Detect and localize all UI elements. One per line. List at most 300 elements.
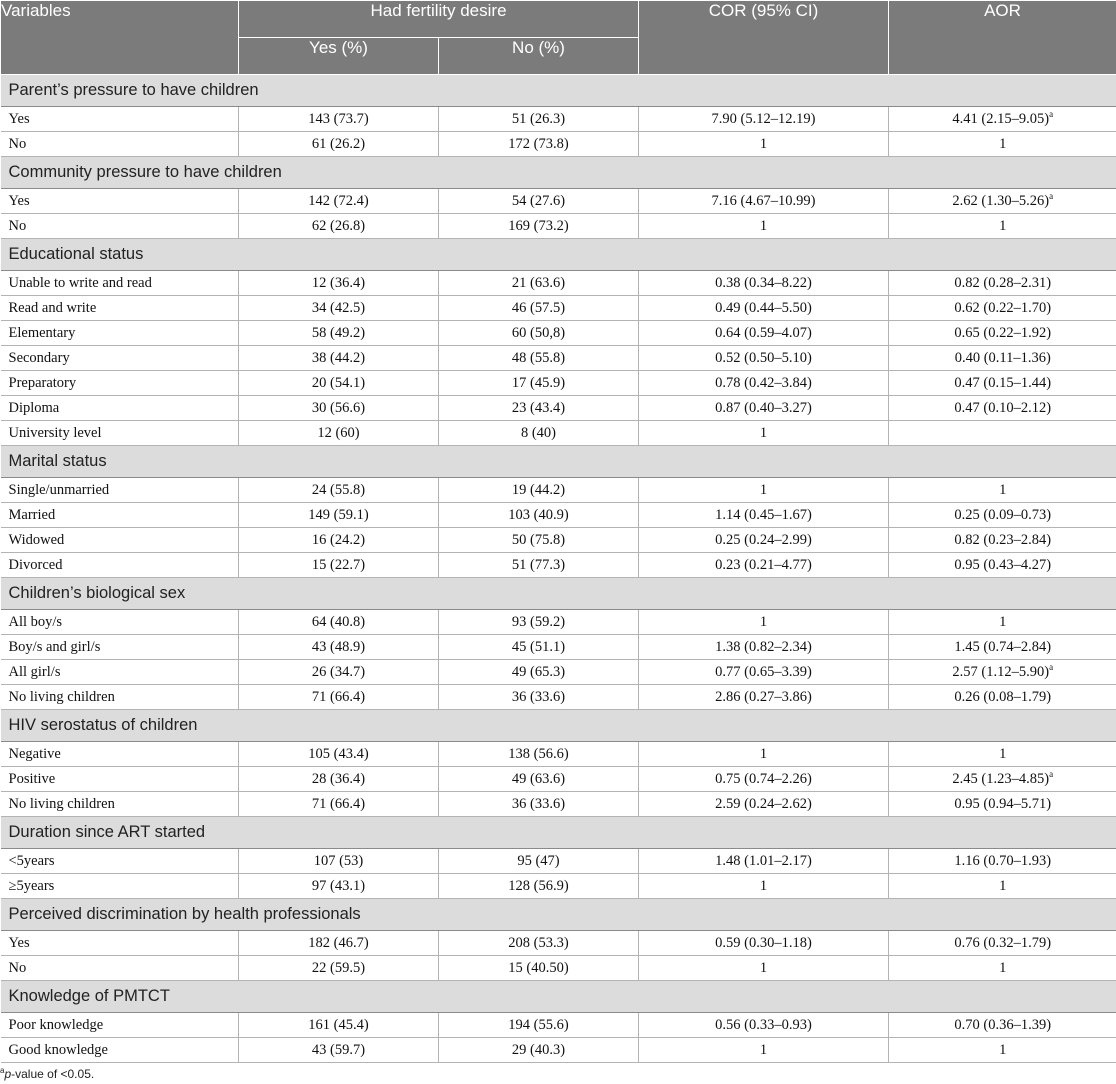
cell-cor bbox=[639, 1038, 889, 1063]
row-label-text: Elementary bbox=[8, 324, 76, 341]
footnote-text: -value of <0.05. bbox=[11, 1067, 95, 1081]
table-row bbox=[1, 214, 1116, 239]
cell-yes-text: 149 (59.1) bbox=[308, 506, 369, 523]
cell-yes-text: 107 (53) bbox=[313, 852, 364, 869]
row-label bbox=[1, 296, 239, 321]
table-row bbox=[1, 421, 1116, 446]
cell-cor-text: 1 bbox=[759, 481, 768, 498]
row-label-text: All boy/s bbox=[8, 613, 63, 630]
header-yes: Yes (%) bbox=[239, 38, 439, 75]
table-row bbox=[1, 528, 1116, 553]
cell-no bbox=[439, 553, 639, 578]
cell-aor bbox=[889, 792, 1116, 817]
cell-yes bbox=[239, 792, 439, 817]
section-title: Duration since ART started bbox=[1, 817, 1116, 849]
cell-aor bbox=[889, 296, 1116, 321]
cell-cor-text: 0.38 (0.34–8.22) bbox=[715, 274, 812, 291]
cell-aor-text: 1.16 (0.70–1.93) bbox=[954, 852, 1052, 869]
row-label-text: No bbox=[8, 135, 27, 152]
cell-aor bbox=[889, 503, 1116, 528]
cell-cor bbox=[639, 553, 889, 578]
row-label bbox=[1, 214, 239, 239]
table-row bbox=[1, 1013, 1116, 1038]
cell-no-text: 60 (50,8) bbox=[511, 324, 566, 341]
cell-aor-text: 4.41 (2.15–9.05) bbox=[952, 110, 1050, 127]
cell-yes bbox=[239, 610, 439, 635]
cell-no-text: 21 (63.6) bbox=[511, 274, 566, 291]
cell-yes-text: 71 (66.4) bbox=[311, 795, 366, 812]
cell-no bbox=[439, 189, 639, 214]
cell-no-text: 17 (45.9) bbox=[511, 374, 566, 391]
cell-cor-text: 1 bbox=[759, 1041, 768, 1058]
cell-cor bbox=[639, 792, 889, 817]
cell-cor-text: 2.59 (0.24–2.62) bbox=[715, 795, 812, 812]
section-header-row bbox=[1, 981, 1116, 1013]
cell-cor-text: 2.86 (0.27–3.86) bbox=[715, 688, 812, 705]
section-title: Marital status bbox=[1, 446, 1116, 478]
cell-cor bbox=[639, 931, 889, 956]
row-label bbox=[1, 189, 239, 214]
cell-yes bbox=[239, 132, 439, 157]
cell-yes-text: 16 (24.2) bbox=[311, 531, 366, 548]
cell-cor-text: 1 bbox=[759, 745, 768, 762]
cell-no-text: 49 (63.6) bbox=[511, 770, 566, 787]
cell-aor bbox=[889, 635, 1116, 660]
cell-aor bbox=[889, 767, 1116, 792]
cell-aor-text: 0.76 (0.32–1.79) bbox=[954, 934, 1052, 951]
section-title: Community pressure to have children bbox=[1, 157, 1116, 189]
cell-aor bbox=[889, 189, 1116, 214]
section-header-row bbox=[1, 75, 1116, 107]
table-row bbox=[1, 685, 1116, 710]
section-title: Knowledge of PMTCT bbox=[1, 981, 1116, 1013]
cell-aor bbox=[889, 271, 1116, 296]
row-label bbox=[1, 553, 239, 578]
cell-cor-text: 1.38 (0.82–2.34) bbox=[715, 638, 812, 655]
cell-yes-text: 64 (40.8) bbox=[311, 613, 366, 630]
significance-marker: a bbox=[1049, 661, 1054, 672]
row-label-text: Positive bbox=[8, 770, 56, 787]
row-label-text: No living children bbox=[8, 795, 115, 812]
table-row bbox=[1, 792, 1116, 817]
cell-yes-text: 97 (43.1) bbox=[311, 877, 366, 894]
cell-aor-text: 0.65 (0.22–1.92) bbox=[954, 324, 1052, 341]
cell-aor-text: 1 bbox=[999, 613, 1007, 630]
cell-yes bbox=[239, 1013, 439, 1038]
cell-aor bbox=[889, 396, 1116, 421]
cell-cor-text: 1.48 (1.01–2.17) bbox=[715, 852, 812, 869]
cell-no bbox=[439, 874, 639, 899]
cell-yes bbox=[239, 478, 439, 503]
section-header-row bbox=[1, 899, 1116, 931]
significance-marker: a bbox=[1049, 190, 1054, 201]
cell-no bbox=[439, 321, 639, 346]
cell-aor bbox=[889, 528, 1116, 553]
row-label-text: Widowed bbox=[8, 531, 65, 548]
cell-aor-text: 2.57 (1.12–5.90) bbox=[952, 663, 1050, 680]
row-label-text: No bbox=[8, 217, 27, 234]
cell-aor-text: 1 bbox=[999, 877, 1007, 894]
cell-cor-text: 0.25 (0.24–2.99) bbox=[715, 531, 812, 548]
cell-cor bbox=[639, 849, 889, 874]
cell-no-text: 172 (73.8) bbox=[508, 135, 569, 152]
row-label bbox=[1, 742, 239, 767]
cell-aor bbox=[889, 874, 1116, 899]
cell-yes-text: 24 (55.8) bbox=[311, 481, 366, 498]
row-label bbox=[1, 107, 239, 132]
cell-yes bbox=[239, 321, 439, 346]
cell-aor-text: 1.45 (0.74–2.84) bbox=[954, 638, 1052, 655]
cell-cor bbox=[639, 396, 889, 421]
row-label bbox=[1, 849, 239, 874]
row-label-text: Secondary bbox=[8, 349, 70, 366]
cell-yes-text: 143 (73.7) bbox=[308, 110, 369, 127]
table-row bbox=[1, 478, 1116, 503]
row-label-text: Unable to write and read bbox=[8, 274, 152, 291]
row-label-text: No living children bbox=[8, 688, 115, 705]
table-row bbox=[1, 132, 1116, 157]
cell-cor bbox=[639, 478, 889, 503]
row-label-text: All girl/s bbox=[8, 663, 61, 680]
row-label bbox=[1, 1038, 239, 1063]
row-label bbox=[1, 792, 239, 817]
cell-cor bbox=[639, 421, 889, 446]
cell-cor bbox=[639, 107, 889, 132]
cell-no-text: 48 (55.8) bbox=[511, 349, 566, 366]
cell-cor bbox=[639, 660, 889, 685]
cell-aor-text: 0.70 (0.36–1.39) bbox=[954, 1016, 1052, 1033]
section-title: HIV serostatus of children bbox=[1, 710, 1116, 742]
cell-aor-text: 0.47 (0.15–1.44) bbox=[954, 374, 1052, 391]
cell-yes-text: 182 (46.7) bbox=[308, 934, 369, 951]
table-row bbox=[1, 635, 1116, 660]
cell-aor bbox=[889, 742, 1116, 767]
cell-yes-text: 30 (56.6) bbox=[311, 399, 366, 416]
section-title: Perceived discrimination by health professionals bbox=[1, 899, 1116, 931]
cell-no bbox=[439, 478, 639, 503]
table-body bbox=[1, 75, 1116, 1063]
section-title: Children’s biological sex bbox=[1, 578, 1116, 610]
cell-no-text: 23 (43.4) bbox=[511, 399, 566, 416]
cell-yes-text: 161 (45.4) bbox=[308, 1016, 369, 1033]
cell-no-text: 95 (47) bbox=[517, 852, 560, 869]
cell-cor-text: 0.56 (0.33–0.93) bbox=[715, 1016, 812, 1033]
row-label bbox=[1, 956, 239, 981]
cell-cor bbox=[639, 610, 889, 635]
cell-no bbox=[439, 271, 639, 296]
row-label-text: Preparatory bbox=[8, 374, 77, 391]
cell-aor bbox=[889, 610, 1116, 635]
cell-no-text: 36 (33.6) bbox=[511, 688, 566, 705]
row-label bbox=[1, 1013, 239, 1038]
row-label bbox=[1, 767, 239, 792]
table-row bbox=[1, 742, 1116, 767]
row-label-text: Boy/s and girl/s bbox=[8, 638, 101, 655]
cell-no bbox=[439, 685, 639, 710]
cell-cor-text: 0.59 (0.30–1.18) bbox=[715, 934, 812, 951]
cell-yes-text: 61 (26.2) bbox=[311, 135, 366, 152]
cell-yes bbox=[239, 660, 439, 685]
cell-no-text: 45 (51.1) bbox=[511, 638, 566, 655]
cell-cor-text: 7.90 (5.12–12.19) bbox=[711, 110, 816, 127]
cell-cor bbox=[639, 767, 889, 792]
cell-aor-text: 1 bbox=[999, 135, 1007, 152]
cell-yes bbox=[239, 503, 439, 528]
cell-no bbox=[439, 107, 639, 132]
cell-yes bbox=[239, 685, 439, 710]
cell-no-text: 194 (55.6) bbox=[508, 1016, 569, 1033]
row-label-text: University level bbox=[8, 424, 102, 441]
cell-cor bbox=[639, 874, 889, 899]
cell-aor bbox=[889, 553, 1116, 578]
cell-yes-text: 58 (49.2) bbox=[311, 324, 366, 341]
cell-cor-text: 0.64 (0.59–4.07) bbox=[715, 324, 812, 341]
cell-yes-text: 26 (34.7) bbox=[311, 663, 366, 680]
cell-yes bbox=[239, 396, 439, 421]
cell-aor-text: 0.62 (0.22–1.70) bbox=[954, 299, 1052, 316]
row-label bbox=[1, 503, 239, 528]
table-row bbox=[1, 503, 1116, 528]
row-label bbox=[1, 685, 239, 710]
table-row bbox=[1, 371, 1116, 396]
section-header-row bbox=[1, 710, 1116, 742]
cell-aor bbox=[889, 478, 1116, 503]
cell-aor bbox=[889, 132, 1116, 157]
cell-cor bbox=[639, 1013, 889, 1038]
cell-yes bbox=[239, 849, 439, 874]
cell-yes bbox=[239, 553, 439, 578]
cell-no bbox=[439, 132, 639, 157]
cell-aor-text: 0.40 (0.11–1.36) bbox=[954, 349, 1051, 366]
cell-cor-text: 1 bbox=[759, 877, 768, 894]
row-label bbox=[1, 132, 239, 157]
footnote-p: p bbox=[4, 1067, 12, 1081]
cell-aor-text: 0.47 (0.10–2.12) bbox=[954, 399, 1052, 416]
cell-aor bbox=[889, 346, 1116, 371]
cell-no-text: 29 (40.3) bbox=[511, 1041, 566, 1058]
significance-marker: a bbox=[1049, 768, 1054, 779]
cell-cor bbox=[639, 321, 889, 346]
row-label bbox=[1, 635, 239, 660]
cell-yes-text: 34 (42.5) bbox=[311, 299, 366, 316]
table-row bbox=[1, 296, 1116, 321]
header-no: No (%) bbox=[439, 38, 639, 75]
cell-aor bbox=[889, 1013, 1116, 1038]
cell-yes bbox=[239, 421, 439, 446]
cell-no bbox=[439, 635, 639, 660]
cell-yes-text: 15 (22.7) bbox=[311, 556, 366, 573]
cell-no bbox=[439, 528, 639, 553]
cell-yes bbox=[239, 371, 439, 396]
cell-aor bbox=[889, 931, 1116, 956]
cell-aor-text: 1 bbox=[999, 217, 1007, 234]
cell-no-text: 46 (57.5) bbox=[511, 299, 566, 316]
cell-no bbox=[439, 346, 639, 371]
row-label-text: <5years bbox=[8, 852, 55, 869]
cell-cor bbox=[639, 346, 889, 371]
cell-yes-text: 62 (26.8) bbox=[311, 217, 366, 234]
cell-yes-text: 12 (36.4) bbox=[311, 274, 366, 291]
section-title: Parent’s pressure to have children bbox=[1, 75, 1116, 107]
table-row bbox=[1, 956, 1116, 981]
table-row bbox=[1, 396, 1116, 421]
cell-yes-text: 71 (66.4) bbox=[311, 688, 366, 705]
cell-aor-text: 1 bbox=[999, 481, 1007, 498]
cell-no bbox=[439, 1038, 639, 1063]
cell-yes-text: 43 (59.7) bbox=[311, 1041, 366, 1058]
footnote bbox=[0, 1067, 94, 1081]
cell-yes bbox=[239, 931, 439, 956]
section-header-row bbox=[1, 817, 1116, 849]
row-label-text: Read and write bbox=[8, 299, 97, 316]
cell-no bbox=[439, 396, 639, 421]
row-label-text: ≥5years bbox=[8, 877, 55, 894]
cell-no-text: 51 (77.3) bbox=[511, 556, 566, 573]
row-label bbox=[1, 321, 239, 346]
row-label bbox=[1, 610, 239, 635]
cell-cor bbox=[639, 742, 889, 767]
cell-no-text: 50 (75.8) bbox=[511, 531, 566, 548]
cell-cor-text: 0.75 (0.74–2.26) bbox=[715, 770, 812, 787]
cell-cor-text: 1 bbox=[759, 613, 768, 630]
header-row-top bbox=[1, 1, 1116, 38]
cell-yes-text: 28 (36.4) bbox=[311, 770, 366, 787]
section-header-row bbox=[1, 578, 1116, 610]
table-row bbox=[1, 321, 1116, 346]
cell-cor bbox=[639, 685, 889, 710]
cell-no bbox=[439, 956, 639, 981]
cell-aor bbox=[889, 685, 1116, 710]
cell-yes-text: 12 (60) bbox=[317, 424, 360, 441]
cell-no-text: 51 (26.3) bbox=[511, 110, 566, 127]
cell-yes-text: 38 (44.2) bbox=[311, 349, 366, 366]
cell-cor-text: 0.87 (0.40–3.27) bbox=[715, 399, 812, 416]
table-row bbox=[1, 610, 1116, 635]
cell-aor-text: 0.25 (0.09–0.73) bbox=[954, 506, 1052, 523]
cell-aor bbox=[889, 849, 1116, 874]
cell-yes bbox=[239, 189, 439, 214]
table-row bbox=[1, 271, 1116, 296]
cell-yes bbox=[239, 767, 439, 792]
table-row bbox=[1, 767, 1116, 792]
table-row bbox=[1, 849, 1116, 874]
footnote-mark: a bbox=[0, 1066, 5, 1075]
cell-no-text: 49 (65.3) bbox=[511, 663, 566, 680]
cell-cor bbox=[639, 503, 889, 528]
cell-aor bbox=[889, 371, 1116, 396]
cell-cor-text: 1 bbox=[759, 135, 768, 152]
cell-cor bbox=[639, 371, 889, 396]
cell-yes bbox=[239, 107, 439, 132]
cell-aor-text: 1 bbox=[999, 745, 1007, 762]
row-label-text: Yes bbox=[8, 192, 30, 209]
cell-cor bbox=[639, 956, 889, 981]
cell-no bbox=[439, 610, 639, 635]
cell-cor-text: 1 bbox=[759, 959, 768, 976]
cell-no-text: 128 (56.9) bbox=[508, 877, 569, 894]
cell-no-text: 54 (27.6) bbox=[511, 192, 566, 209]
row-label-text: Divorced bbox=[8, 556, 63, 573]
cell-yes-text: 105 (43.4) bbox=[308, 745, 369, 762]
cell-cor bbox=[639, 214, 889, 239]
table-row bbox=[1, 931, 1116, 956]
cell-no bbox=[439, 296, 639, 321]
table-row bbox=[1, 553, 1116, 578]
row-label-text: Yes bbox=[8, 934, 30, 951]
cell-aor-text: 1 bbox=[999, 1041, 1007, 1058]
section-title: Educational status bbox=[1, 239, 1116, 271]
table-row bbox=[1, 1038, 1116, 1063]
row-label-text: Good knowledge bbox=[8, 1041, 108, 1058]
cell-cor bbox=[639, 528, 889, 553]
cell-yes-text: 20 (54.1) bbox=[311, 374, 366, 391]
cell-cor-text: 0.52 (0.50–5.10) bbox=[715, 349, 812, 366]
cell-cor-text: 1 bbox=[759, 217, 768, 234]
row-label bbox=[1, 660, 239, 685]
header-cor: COR (95% CI) bbox=[639, 1, 889, 75]
cell-no bbox=[439, 792, 639, 817]
cell-cor bbox=[639, 271, 889, 296]
cell-aor-text: 0.82 (0.23–2.84) bbox=[954, 531, 1052, 548]
cell-aor bbox=[889, 107, 1116, 132]
cell-cor bbox=[639, 132, 889, 157]
cell-no-text: 19 (44.2) bbox=[511, 481, 566, 498]
cell-yes-text: 43 (48.9) bbox=[311, 638, 366, 655]
cell-no bbox=[439, 421, 639, 446]
cell-no-text: 169 (73.2) bbox=[508, 217, 569, 234]
cell-aor bbox=[889, 321, 1116, 346]
cell-cor-text: 0.78 (0.42–3.84) bbox=[715, 374, 812, 391]
cell-yes-text: 142 (72.4) bbox=[308, 192, 369, 209]
row-label bbox=[1, 478, 239, 503]
cell-aor-text: 2.45 (1.23–4.85) bbox=[952, 770, 1050, 787]
row-label bbox=[1, 931, 239, 956]
cell-aor bbox=[889, 421, 1116, 446]
cell-no bbox=[439, 660, 639, 685]
cell-cor-text: 7.16 (4.67–10.99) bbox=[711, 192, 816, 209]
row-label-text: Single/unmarried bbox=[8, 481, 110, 498]
cell-no bbox=[439, 742, 639, 767]
row-label-text: Yes bbox=[8, 110, 30, 127]
cell-aor-text: 0.82 (0.28–2.31) bbox=[954, 274, 1052, 291]
row-label-text: Married bbox=[8, 506, 56, 523]
cell-aor-text: 0.95 (0.94–5.71) bbox=[954, 795, 1052, 812]
cell-yes bbox=[239, 956, 439, 981]
table-row bbox=[1, 660, 1116, 685]
significance-marker: a bbox=[1049, 108, 1054, 119]
cell-no bbox=[439, 371, 639, 396]
cell-yes-text: 22 (59.5) bbox=[311, 959, 366, 976]
cell-aor bbox=[889, 956, 1116, 981]
row-label bbox=[1, 528, 239, 553]
row-label bbox=[1, 421, 239, 446]
row-label-text: Negative bbox=[8, 745, 61, 762]
row-label bbox=[1, 346, 239, 371]
cell-cor-text: 0.77 (0.65–3.39) bbox=[715, 663, 812, 680]
cell-no-text: 36 (33.6) bbox=[511, 795, 566, 812]
cell-cor bbox=[639, 296, 889, 321]
cell-no bbox=[439, 214, 639, 239]
cell-no-text: 8 (40) bbox=[520, 424, 557, 441]
cell-yes bbox=[239, 346, 439, 371]
cell-no bbox=[439, 1013, 639, 1038]
cell-cor-text: 0.49 (0.44–5.50) bbox=[715, 299, 812, 316]
cell-yes bbox=[239, 214, 439, 239]
cell-cor bbox=[639, 189, 889, 214]
header-fertility-desire: Had fertility desire bbox=[239, 1, 639, 38]
row-label-text: Diploma bbox=[8, 399, 60, 416]
cell-aor-text: 1 bbox=[999, 959, 1007, 976]
